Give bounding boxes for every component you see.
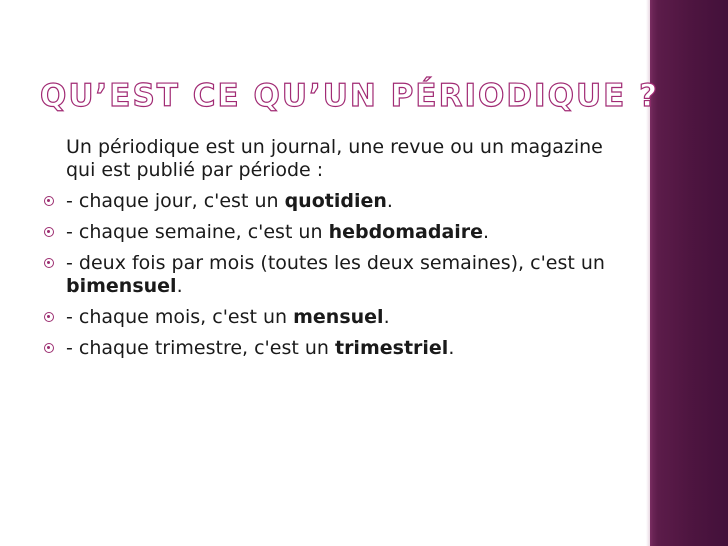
item-text: - deux fois par mois (toutes les deux semaines), c'est un — [66, 252, 605, 274]
bullet-icon — [44, 312, 54, 322]
item-text: - chaque jour, c'est un — [66, 190, 285, 212]
list-item — [44, 252, 614, 298]
slide-title: QU’EST CE QU’UN PÉRIODIQUE ? — [40, 78, 660, 114]
item-end: . — [176, 275, 183, 297]
item-end: . — [383, 306, 390, 328]
item-text: - chaque mois, c'est un — [66, 306, 294, 328]
item-end: . — [483, 221, 490, 243]
item-term: quotidien — [284, 190, 387, 212]
bullet-list — [44, 190, 614, 360]
item-end: . — [448, 337, 455, 359]
item-text: - chaque semaine, c'est un — [66, 221, 329, 243]
item-term: hebdomadaire — [328, 221, 484, 243]
item-term: mensuel — [293, 306, 384, 328]
slide-body — [44, 136, 614, 368]
bullet-icon — [44, 258, 54, 268]
bullet-icon — [44, 343, 54, 353]
list-item — [44, 190, 614, 213]
list-item — [44, 337, 614, 360]
item-end: . — [386, 190, 393, 212]
decorative-sidebar — [650, 0, 728, 546]
item-term: trimestriel — [334, 337, 449, 359]
intro-paragraph: Un périodique est un journal, une revue ou un magazine qui est publié par période : — [66, 136, 603, 181]
item-term: bimensuel — [66, 275, 177, 297]
item-text: - chaque trimestre, c'est un — [66, 337, 335, 359]
list-item — [44, 221, 614, 244]
list-item — [44, 306, 614, 329]
bullet-icon — [44, 196, 54, 206]
bullet-icon — [44, 227, 54, 237]
